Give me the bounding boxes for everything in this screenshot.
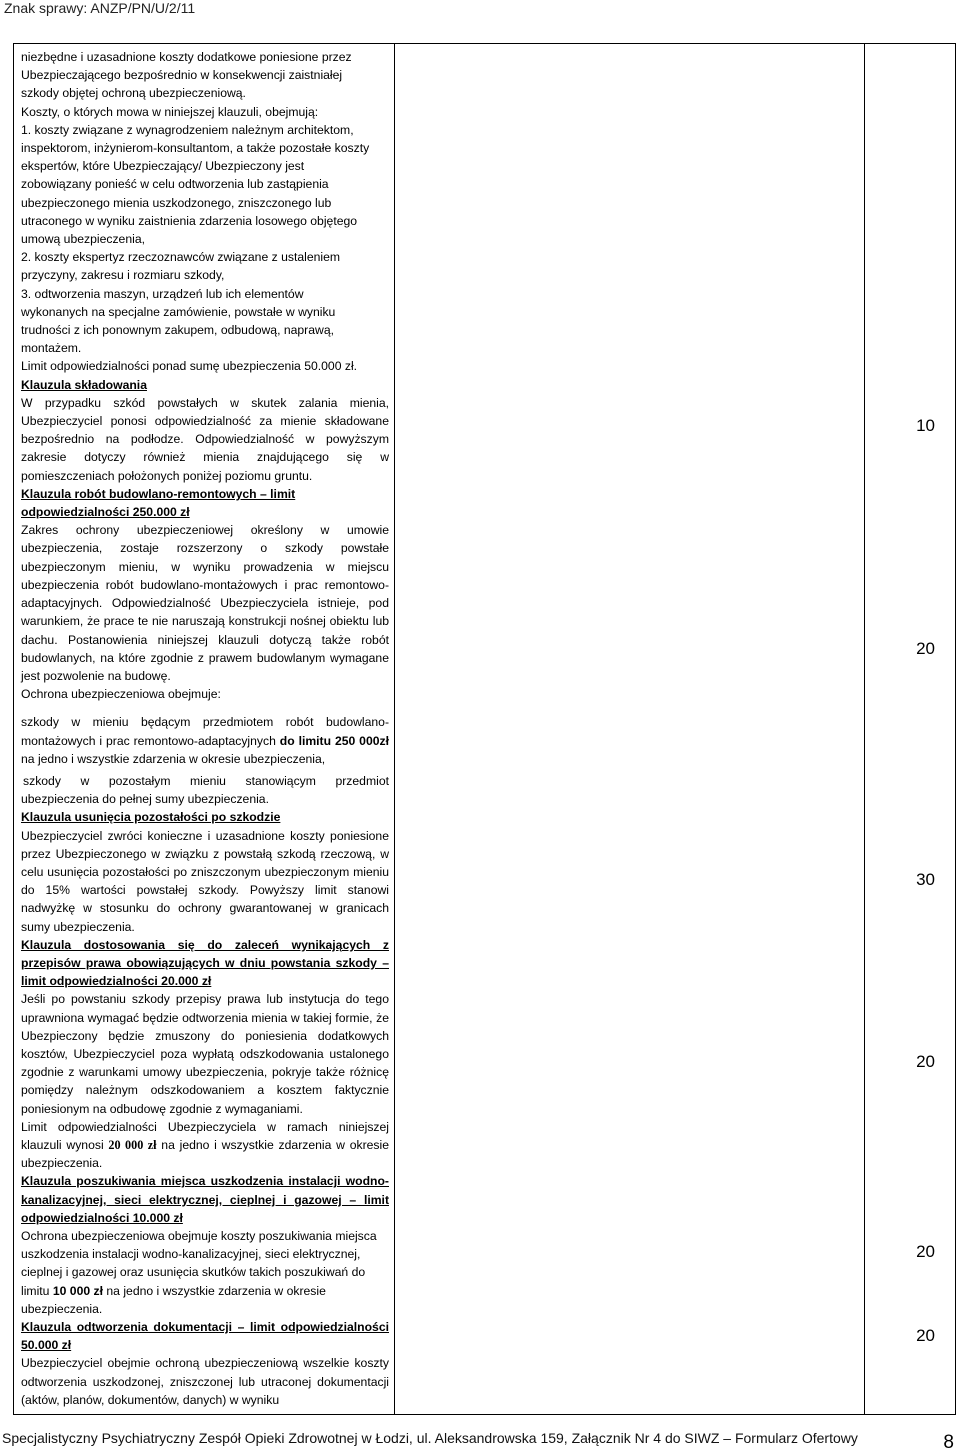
clause-body-dostosowania: Jeśli po powstaniu szkody przepisy prawa lub instytucja do tego uprawniona wymagać będzie odtworzenia mienia w takiej formie, że Ubezpieczony będzie zmuszony do poniesienia dodatkowych kosztów, Ubezpieczyciel poza wypłatą odszkodowania ustalonego zgodnie z warunkami umowy ubezpieczenia, pokryje także różnicę pomiędzy należnym odszkodowaniem a kosztem faktycznie poniesionym na odbudowę zgodnie z wymaganiami. [21, 992, 389, 1116]
clause-body-dokumentacji: Ubezpieczyciel obejmie ochroną ubezpieczeniową wszelkie koszty odtworzenia uszkodzonej, zniszczonej lub utraconej dokumentacji (aktów, planów, dokumentów, danych) w wyniku [21, 1356, 389, 1407]
intro-line: ubezpieczonego mienia uszkodzonego, zniszczonego lub [21, 195, 332, 210]
intro-line: przyczyny, zakresu i rozmiaru szkody, [21, 268, 225, 283]
offer-table [13, 43, 956, 1415]
intro-line: montażem. [21, 341, 82, 356]
intro-line: 1. koszty związane z wynagrodzeniem należnym architektom, [21, 122, 354, 137]
clause-body-budowlano: Zakres ochrony ubezpieczeniowej określony w umowie ubezpieczenia, zostaje rozszerzony o szkody powstałe ubezpieczonym mieniu, w wyniku prowadzenia w miejscu ubezpieczenia robót budowlano-montażowych i prac remontowo-adaptacyjnych. Odpowiedzialność Ubezpieczyciela istnieje, pod warunkiem, że prace te nie naruszają konstrukcji nośnej obiektu lub dachu. Postanowienia niniejszej klauzuli dotyczą także robót budowlanych, na które zgodnie z prawem budowlanym wymagane jest pozwolenie na budowę. [21, 523, 389, 683]
intro-line: Limit odpowiedzialności ponad sumę ubezpieczenia 50.000 zł. [21, 359, 358, 374]
clause-ochrona-label: Ochrona ubezpieczeniowa obejmuje: [21, 687, 221, 702]
intro-line: 3. odtworzenia maszyn, urządzeń lub ich elementów [21, 286, 304, 301]
intro-line: ekspertów, które Ubezpieczający/ Ubezpieczony jest [21, 159, 305, 174]
column-divider-1 [394, 44, 395, 1414]
intro-block [21, 48, 389, 376]
clause-title-budowlano: Klauzula robót budowlano-remontowych – limit odpowiedzialności 250.000 zł [21, 486, 296, 520]
score-dostosowania: 20 [916, 1052, 935, 1071]
clause-title-dostosowania: Klauzula dostosowania się do zaleceń wynikających z przepisów prawa obowiązujących w dniu powstania szkody – limit odpowiedzialności 20.000 zł [21, 937, 389, 989]
clause-limit-dostosowania: Limit odpowiedzialności Ubezpieczyciela w ramach niniejszej klauzuli wynosi 20 000 zł na jedno i wszystkie zdarzenia w okresie ubezpieczenia. [21, 1119, 389, 1171]
intro-line: utraconego w wyniku zaistnienia zdarzenia losowego objętego [21, 213, 358, 228]
document-footer: Specjalistyczny Psychiatryczny Zespół Opieki Zdrowotnej w Łodzi, ul. Aleksandrowska 159, Załącznik Nr 4 do SIWZ – Formularz Ofertowy [2, 1430, 858, 1446]
score-poszukiwania: 20 [916, 1242, 935, 1261]
clause-title-usuniecia: Klauzula usunięcia pozostałości po szkodzie [21, 810, 281, 825]
document-header: Znak sprawy: ANZP/PN/U/2/11 [4, 0, 196, 16]
bullet-item-2: szkody w pozostałym mieniu stanowiącym przedmiot ubezpieczenia do pełnej sumy ubezpieczenia. [21, 773, 389, 807]
score-budowlano: 20 [916, 639, 935, 658]
clause-column [21, 48, 389, 1409]
clause-title-dokumentacji: Klauzula odtworzenia dokumentacji – limit odpowiedzialności 50.000 zł [21, 1320, 389, 1353]
intro-line: inspektorom, inżynierom-konsultantom, a także pozostałe koszty [21, 141, 370, 156]
intro-line: trudności z ich ponownym zakupem, odbudową, naprawą, [21, 323, 334, 338]
intro-line: 2. koszty ekspertyz rzeczoznawców związane z ustaleniem [21, 250, 341, 265]
intro-line: Koszty, o których mowa w niniejszej klauzuli, obejmują: [21, 104, 319, 119]
intro-line: Ubezpieczającego bezpośrednio w konsekwencji zaistniałej [21, 68, 343, 83]
intro-line: zobowiązany ponieść w celu odtworzenia lub zastąpienia [21, 177, 329, 192]
clause-title-poszukiwania: Klauzula poszukiwania miejsca uszkodzenia instalacji wodno-kanalizacyjnej, sieci elektrycznej, cieplnej i gazowej – limit odpowiedzialności 10.000 zł [21, 1174, 389, 1225]
intro-line: szkody objętej ochroną ubezpieczeniową. [21, 86, 246, 101]
clause-body-poszukiwania: Ochrona ubezpieczeniowa obejmuje koszty poszukiwania miejsca uszkodzenia instalacji wodno-kanalizacyjnej, sieci elektrycznej, cieplnej i gazowej oraz usunięcia skutków takich poszukiwań do limitu 10 000 zł na jedno i wszystkie zdarzenia w okresie ubezpieczenia. [21, 1229, 377, 1316]
page-number: 8 [943, 1432, 954, 1453]
score-usuniecia: 30 [916, 870, 935, 889]
column-divider-2 [864, 44, 865, 1414]
clause-body-usuniecia: Ubezpieczyciel zwróci konieczne i uzasadnione koszty poniesione przez Ubezpieczonego w związku z powstałą szkodą rzeczową, w celu usunięcia pozostałości po zniszczonym ubezpieczonym mieniu do 15% wartości powstałej szkody. Powyższy limit stanowi nadwyżkę w stosunku do ochrony gwarantowanej w granicach sumy ubezpieczenia. [21, 828, 389, 934]
clause-title-skladowania: Klauzula składowania [21, 377, 147, 392]
clause-body-skladowania: W przypadku szkód powstałych w skutek zalania mienia, Ubezpieczyciel ponosi odpowiedzialność za mienie składowane bezpośrednio na podłodze. Odpowiedzialność w powyższym zakresie dotyczy również mienia znajdującego się w pomieszczeniach położonych poniżej poziomu gruntu. [21, 395, 389, 483]
score-skladowania: 10 [916, 416, 935, 435]
bullet-item-1: szkody w mieniu będącym przedmiotem robót budowlano-montażowych i prac remontowo-adaptacyjnych do limitu 250 000zł na jedno i wszystkie zdarzenia w okresie ubezpieczenia, [21, 715, 389, 766]
intro-line: niezbędne i uzasadnione koszty dodatkowe poniesione przez [21, 50, 352, 64]
intro-line: wykonanych na specjalne zamówienie, powstałe w wyniku [21, 304, 336, 319]
intro-line: umową ubezpieczenia, [21, 232, 145, 247]
score-dokumentacji: 20 [916, 1326, 935, 1345]
